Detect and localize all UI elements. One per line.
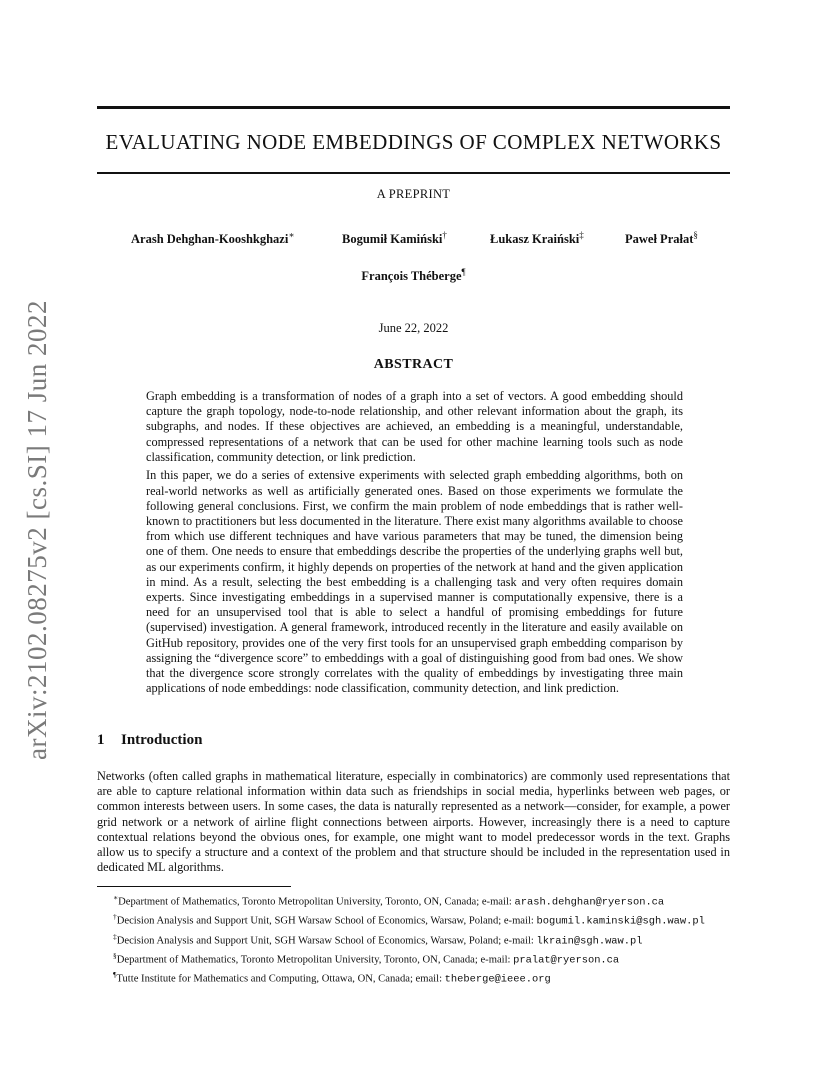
footnote-4: §Department of Mathematics, Toronto Metropolitan University, Toronto, ON, Canada; e-mail: pralat@ryerson.ca <box>113 950 620 967</box>
footnotes <box>97 891 730 988</box>
footnote-5: ¶Tutte Institute for Mathematics and Computing, Ottawa, ON, Canada; email: theberge@ieee.org <box>113 970 551 986</box>
section-number: 1 <box>97 732 105 748</box>
paper-title: EVALUATING NODE EMBEDDINGS OF COMPLEX NETWORKS <box>105 130 722 154</box>
author-4: Paweł Prałat§ <box>625 230 698 247</box>
footnote-rule <box>97 886 291 887</box>
preprint-label: A PREPRINT <box>376 187 451 201</box>
arxiv-identifier: arXiv:2102.08275v2 [cs.SI] 17 Jun 2022 <box>22 300 52 760</box>
section-title: Introduction <box>121 732 203 748</box>
section-heading-introduction <box>97 732 202 749</box>
footnote-2: †Decision Analysis and Support Unit, SGH Warsaw School of Economics, Warsaw, Poland; e-mail: bogumil.kaminski@sgh.waw.pl <box>113 912 705 928</box>
footnote-email-4[interactable]: pralat@ryerson.ca <box>513 954 620 967</box>
author-2: Bogumił Kamiński† <box>342 230 447 247</box>
footnote-email-1[interactable]: arash.dehghan@ryerson.ca <box>514 896 665 909</box>
author-1: Arash Dehghan-Kooshkghazi∗ <box>131 230 295 247</box>
footnote-1: ∗Department of Mathematics, Toronto Metropolitan University, Toronto, ON, Canada; e-mail: arash.dehghan@ryerson.ca <box>113 893 665 909</box>
title-rule-top <box>97 106 730 109</box>
author-5: François Théberge¶ <box>361 267 466 284</box>
title-rule-bottom <box>97 172 730 174</box>
abstract-paragraph-1: Graph embedding is a transformation of nodes of a graph into a set of vectors. A good embedding should capture the graph topology, node-to-node relationship, and other relevant information about the graph, its subgraphs, and nodes. If these objectives are achieved, an embedding is a meaningful, understandable, compressed representations of a network that can be used for other machine learning tools such as node classification, community detection, or link prediction. <box>146 389 683 464</box>
paper-date: June 22, 2022 <box>378 321 449 335</box>
introduction-body <box>97 769 730 875</box>
footnote-email-2[interactable]: bogumil.kaminski@sgh.waw.pl <box>536 915 705 928</box>
footnote-email-5[interactable]: theberge@ieee.org <box>444 973 551 986</box>
footnote-3: ‡Decision Analysis and Support Unit, SGH Warsaw School of Economics, Warsaw, Poland; e-mail: lkrain@sgh.waw.pl <box>113 931 643 948</box>
abstract-paragraph-2: In this paper, we do a series of extensive experiments with selected graph embedding algorithms, both on real-world networks as well as artificially generated ones. Based on those experiments we formulate the following general conclusions. First, we confirm the main problem of node embeddings that is rather well-known to practitioners but less documented in the literature. There exist many algorithms available to choose from which use different techniques and have various parameters that may be tuned, the dimension being one of them. One needs to ensure that embeddings describe the properties of the underlying graphs well but, as our experiments confirm, it highly depends on properties of the network at hand and the given application in mind. As a result, selecting the best embedding is a challenging task and very often requires domain experts. Since investigating embeddings in a supervised manner is computationally expensive, there is a need for an unsupervised tool that is able to select a handful of promising embeddings for future (supervised) investigation. A general framework, introduced recently in the literature and easily available on GitHub repository, provides one of the very first tools for an unsupervised graph embedding comparison by assigning the “divergence score” to embeddings with a goal of distinguishing good from bad ones. We show that the divergence score strongly correlates with the quality of embeddings by investigating three main applications of node embeddings: node classification, community detection, and link prediction. <box>146 468 683 696</box>
footnote-email-3[interactable]: lkrain@sgh.waw.pl <box>536 935 643 948</box>
author-3: Łukasz Kraiński‡ <box>490 230 584 247</box>
abstract-body <box>146 389 683 700</box>
authors-row <box>131 230 706 248</box>
introduction-paragraph-1: Networks (often called graphs in mathematical literature, especially in combinatorics) are commonly used representations that are able to capture relational information within data such as friendships in social media, hyperlinks between web pages, or common interests between users. In some cases, the data is naturally represented as a network—consider, for example, a power grid network or a network of airline flight connections between airports. However, increasingly there is a need to capture contextual relations beyond the obvious ones, for example, one might want to model predecessor words in the text. Graphs allow us to specify a structure and a context of the problem and that structure should be included in the representation used in dedicated ML algorithms. <box>97 769 730 875</box>
abstract-heading: ABSTRACT <box>373 357 454 372</box>
